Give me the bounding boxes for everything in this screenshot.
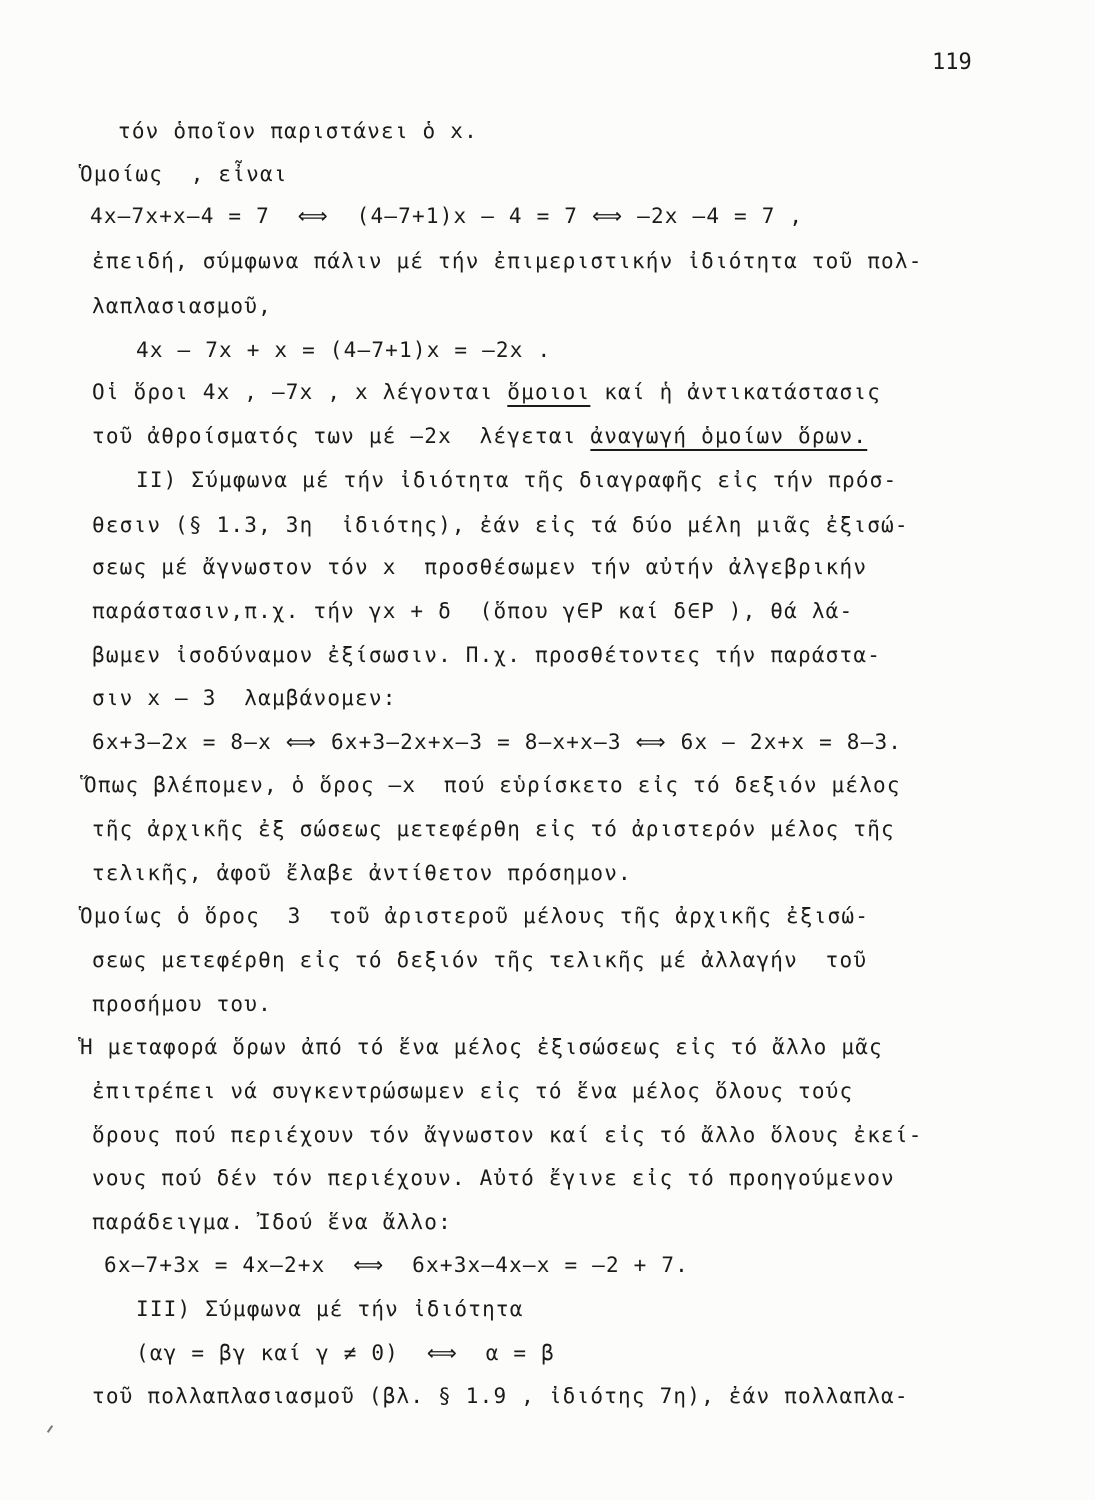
equation-line: 4x–7x+x–4 = 7 ⟺ (4–7+1)x – 4 = 7 ⟺ –2x –4 = 7 ,	[90, 204, 804, 228]
text-line: σεως μετεφέρθη εἰς τό δεξιόν τῆς τελικῆς μέ ἀλλαγήν τοῦ	[92, 948, 868, 972]
equation-line: 4x – 7x + x = (4–7+1)x = –2x .	[136, 338, 552, 362]
underlined-term: ὅμοιοι	[507, 380, 591, 404]
text-line: ἐπιτρέπει νά συγκεντρώσωμεν εἰς τό ἕνα μέλος ὅλους τούς	[92, 1079, 854, 1103]
text-line: τελικῆς, ἀφοῦ ἔλαβε ἀντίθετον πρόσημον.	[92, 861, 632, 885]
text-segment: τοῦ ἀθροίσματός των μέ –2x λέγεται	[92, 424, 591, 448]
text-line: λαπλασιασμοῦ,	[92, 294, 272, 318]
text-line	[92, 422, 867, 450]
text-line: προσήμου του.	[92, 992, 272, 1016]
text-line	[92, 378, 881, 406]
text-line: παράδειγμα. Ἰδού ἕνα ἄλλο:	[92, 1210, 452, 1234]
text-line: ἐπειδή, σύμφωνα πάλιν μέ τήν ἐπιμεριστικήν ἰδιότητα τοῦ πολ-	[92, 249, 923, 273]
margin-mark	[47, 1425, 53, 1433]
text-line: νους πού δέν τόν περιέχουν. Αὐτό ἔγινε εἰς τό προηγούμενον	[92, 1166, 895, 1190]
text-line: βωμεν ἰσοδύναμον ἐξίσωσιν. Π.χ. προσθέτοντες τήν παράστα-	[92, 643, 882, 667]
text-segment: Οἱ ὅροι 4x , –7x , x λέγονται	[92, 380, 508, 404]
underlined-term: ἀναγωγή ὁμοίων ὅρων.	[590, 424, 868, 448]
text-line: Ἡ μεταφορά ὅρων ἀπό τό ἕνα μέλος ἐξισώσεως εἰς τό ἄλλο μᾶς	[80, 1035, 883, 1059]
text-line: τόν ὁποῖον παριστάνει ὁ x.	[118, 119, 478, 143]
text-line: τοῦ πολλαπλασιασμοῦ (βλ. § 1.9 , ἰδιότης 7η), ἐάν πολλαπλα-	[92, 1384, 909, 1408]
text-line: παράστασιν,π.χ. τήν γx + δ (ὅπου γ∈P καί δ∈P ), θά λά-	[92, 599, 854, 623]
text-line: III) Σύμφωνα μέ τήν ἰδιότητα	[136, 1297, 524, 1321]
equation-line: (αγ = βγ καί γ ≠ 0) ⟺ α = β	[136, 1341, 555, 1365]
text-line: Ὁμοίως ὁ ὅρος 3 τοῦ ἀριστεροῦ μέλους τῆς ἀρχικῆς ἐξισώ-	[80, 904, 870, 928]
text-line: τῆς ἀρχικῆς ἐξ σώσεως μετεφέρθη εἰς τό ἀριστερόν μέλος τῆς	[92, 817, 895, 841]
page-number: 119	[932, 50, 972, 75]
equation-line: 6x+3–2x = 8–x ⟺ 6x+3–2x+x–3 = 8–x+x–3 ⟺ 6x – 2x+x = 8–3.	[92, 730, 903, 754]
text-line: θεσιν (§ 1.3, 3η ἰδιότης), ἐάν εἰς τά δύο μέλη μιᾶς ἐξισώ-	[92, 513, 909, 537]
text-line: II) Σύμφωνα μέ τήν ἰδιότητα τῆς διαγραφῆς εἰς τήν πρόσ-	[136, 468, 898, 492]
text-line: Ὅπως βλέπομεν, ὁ ὅρος –x πού εὑρίσκετο εἰς τό δεξιόν μέλος	[84, 773, 901, 797]
text-line: σιν x – 3 λαμβάνομεν:	[92, 686, 397, 710]
text-segment: καί ἡ ἀντικατάστασις	[590, 380, 882, 404]
text-line: Ὁμοίως , εἶναι	[80, 162, 288, 186]
text-line: ὅρους πού περιέχουν τόν ἄγνωστον καί εἰς τό ἄλλο ὅλους ἐκεί-	[92, 1123, 923, 1147]
equation-line: 6x–7+3x = 4x–2+x ⟺ 6x+3x–4x–x = –2 + 7.	[104, 1253, 690, 1277]
text-line: σεως μέ ἄγνωστον τόν x προσθέσωμεν τήν αὐτήν ἀλγεβρικήν	[92, 555, 868, 579]
